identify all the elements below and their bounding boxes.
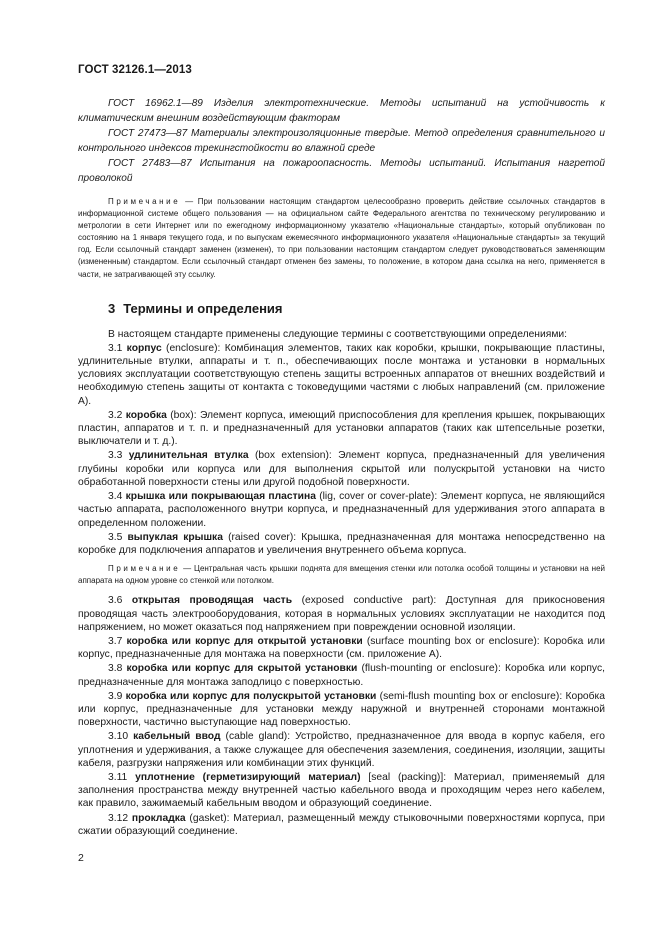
- term-name: открытая проводящая часть: [131, 595, 293, 607]
- term-name: кабельный ввод: [133, 731, 221, 743]
- term-name: корпус: [126, 342, 162, 354]
- reference-item: ГОСТ 27483—87 Испытания на пожароопасность. Методы испытаний. Испытания нагретой проволокой: [78, 158, 605, 184]
- term-name: удлинительная втулка: [128, 450, 249, 462]
- term-name: коробка или корпус для скрытой установки: [126, 663, 358, 675]
- normative-references: [78, 96, 605, 186]
- note-label: Примечание: [108, 197, 181, 206]
- term-name: выпуклая крышка: [127, 531, 223, 543]
- term-definition: 3.8 коробка или корпус для скрытой установки (flush-mounting or enclosure): Коробка или корпус, предназначенные для монтажа заподлицо с поверхностью.: [78, 663, 605, 688]
- term-definition: 3.12 прокладка (gasket): Материал, размещенный между стыковочными поверхностями корпуса, при сжатии образующий соединение.: [78, 812, 605, 837]
- terms-body: [78, 328, 605, 838]
- section-intro: В настоящем стандарте применены следующие термины с соответствующими определениями:: [108, 328, 568, 340]
- section-title: Термины и определения: [123, 300, 283, 316]
- term-name: коробка: [125, 409, 167, 421]
- page-number: 2: [78, 852, 84, 864]
- term-definition: 3.3 удлинительная втулка (box extension): Элемент корпуса, предназначенный для увеличения глубины коробки или корпуса или для выполнения скрытой или полускрытой установки на чисто обработанной поверхности стены или другой подобной поверхности.: [78, 450, 605, 488]
- term-definition: 3.7 коробка или корпус для открытой установки (surface mounting box or enclosure): Коробка или корпус, предназначенные для монтажа на поверхности (см. приложение А).: [78, 635, 605, 661]
- section-heading: [108, 301, 605, 316]
- note-text: — При пользовании настоящим стандартом целесообразно проверить действие ссылочных стандартов в информационной системе общего пользования — на официальном сайте Федерального агентства по техническому регулированию и метрологии в сети Интернет или по ежегодному информационному указателю «Национальные стандарты», который опубликован по состоянию на 1 января текущего года, и по выпускам ежемесячного информационного указателя «Национальные стандарты» за текущий год. Если ссылочный стандарт заменен (изменен), то при пользовании настоящим стандартом следует руководствоваться заменяющим (измененным) стандартом. Если ссылочный стандарт отменен без замены, то положение, в котором дана ссылка на него, применяется в части, не затрагивающей эту ссылку.: [78, 197, 605, 279]
- term-definition: 3.9 коробка или корпус для полускрытой установки (semi-flush mounting box or enclosure): Коробка или корпус, предназначенные для установки между наружной и внутренней сторонами монтажной поверхности, частично выступающие над поверхностью.: [78, 690, 605, 729]
- standard-header: ГОСТ 32126.1—2013: [78, 64, 192, 76]
- term-definition: 3.4 крышка или покрывающая пластина (lig, cover or cover-plate): Элемент корпуса, не являющийся частью аппарата, расположенного внутри корпуса, и предназначенный для удерживания этого аппарата в определенном положении.: [78, 491, 605, 529]
- references-note: [78, 196, 605, 281]
- term-definition: 3.1 корпус (enclosure): Комбинация элементов, таких как коробки, крышки, покрывающие пластины, удлинительные втулки, аппараты и т. п., обеспечивающих после монтажа и установки в нормальных условиях эксплуатации соответствующую степень защиты встроенных аппаратов от внешних воздействий и необходимую степень защиты от контакта с токоведущими частями с любых направлений (см. приложение А).: [78, 342, 605, 407]
- raised-cover-note: [78, 563, 605, 587]
- term-definition: 3.10 кабельный ввод (cable gland): Устройство, предназначенное для ввода в корпус кабеля, его уплотнения и удерживания, а также служащее для обеспечения заземления, соединения, изоляции, защиты кабеля, разгрузки напряжения или комбинации этих функций.: [78, 731, 605, 769]
- term-name: коробка или корпус для открытой установки: [126, 635, 363, 647]
- note-text: — Центральная часть крышки поднята для вмещения стенки или потолка особой толщины и установки на ней аппарата на одном уровне со стенкой или потолком.: [78, 564, 605, 586]
- term-definition: 3.5 выпуклая крышка (raised cover): Крышка, предназначенная для монтажа непосредственно на коробке для подключения аппаратов и увеличения внутреннего объема корпуса.: [78, 531, 606, 556]
- term-name: уплотнение (герметизирующий материал): [135, 771, 361, 783]
- term-name: прокладка: [131, 812, 186, 824]
- term-name: крышка или покрывающая пластина: [125, 491, 316, 503]
- term-definition: 3.11 уплотнение (герметизирующий материал) [seal (packing)]: Материал, применяемый для заполнения пространства между внутренней частью кабельного ввода и проходящим через него кабелем, как правило, зажимаемый кабельным вводом и образующий соединение.: [78, 771, 605, 810]
- reference-item: ГОСТ 16962.1—89 Изделия электротехнические. Методы испытаний на устойчивость к климатическим внешним воздействующим факторам: [78, 98, 605, 124]
- note-label: Примечание: [108, 564, 181, 574]
- document-page: [78, 64, 605, 839]
- term-name: коробка или корпус для полускрытой установки: [125, 690, 377, 702]
- reference-item: ГОСТ 27473—87 Материалы электроизоляционные твердые. Метод определения сравнительного и контрольного индексов трекингстойкости во влажной среде: [78, 128, 605, 154]
- section-number: 3: [108, 300, 116, 316]
- term-definition: 3.6 открытая проводящая часть (exposed conductive part): Доступная для прикосновения проводящая часть электрооборудования, которая в нормальных условиях эксплуатации не находится под напряжением, но может оказаться под напряжением при повреждении основной изоляции.: [78, 595, 605, 633]
- term-definition: 3.2 коробка (box): Элемент корпуса, имеющий приспособления для крепления крышек, покрывающих пластин, аппаратов и т. п. и предназначенный для установки аппаратов (таких как штепсельные розетки, выключатели и т. д.).: [78, 409, 605, 448]
